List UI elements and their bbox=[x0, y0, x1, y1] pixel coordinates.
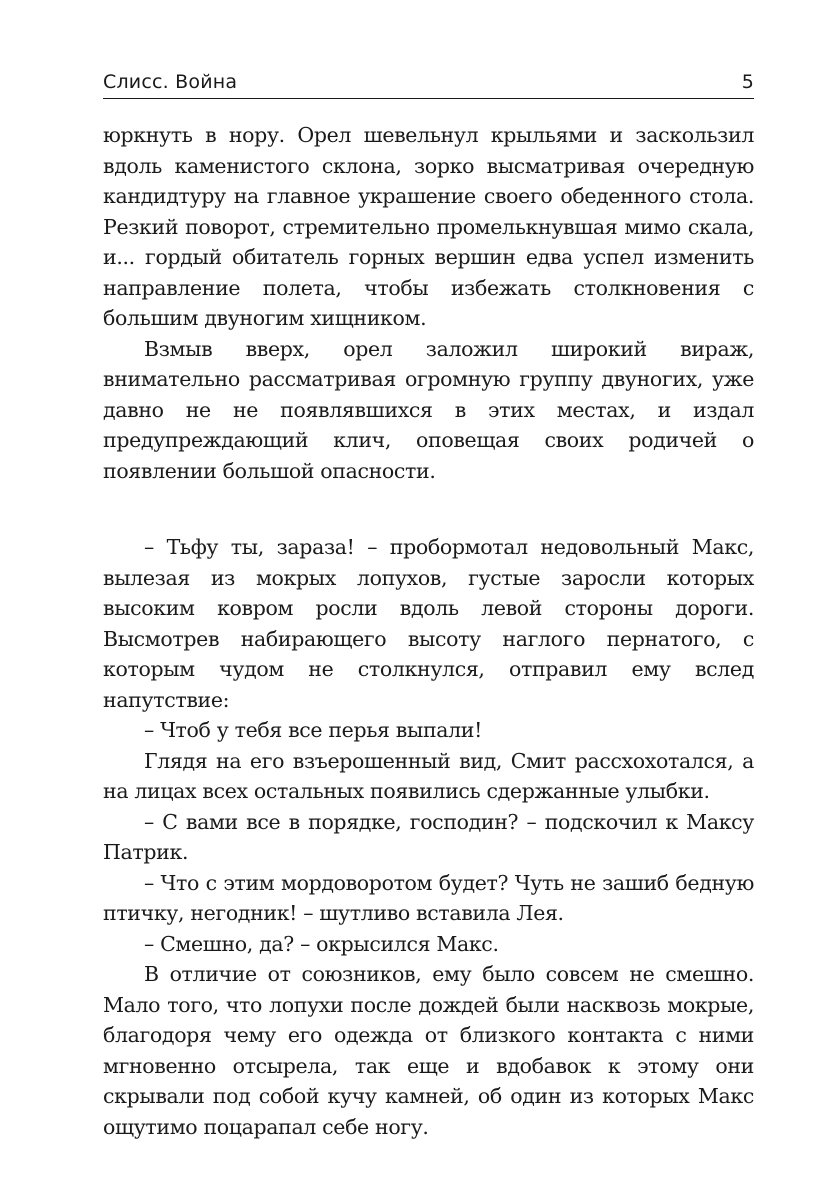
paragraph-5: Глядя на его взъерошенный вид, Смит рассхохотался, а на лицах всех остальных появились сдержанные улыбки. bbox=[103, 748, 754, 803]
paragraph-2: Взмыв вверх, орел заложил широкий вираж, внимательно рассматривая огромную группу двуногих, уже давно не не появлявшихся в этих местах, и издал предупреждающий клич, оповещая своих родичей о появлении большой опасности. bbox=[103, 336, 754, 483]
paragraph-8: – Смешно, да? – окрысился Макс. bbox=[144, 931, 499, 956]
page-number: 5 bbox=[741, 71, 754, 93]
paragraph-9: В отличие от союзников, ему было совсем не смешно. Мало того, что лопухи после дождей были насквозь мокрые, благодоря чему его одежда от близкого контакта с ними мгновенно отсырела, так еще и вдобавок к этому они скрывали под собой кучу камней, об один из которых Макс ощутимо поцарапал себе ногу. bbox=[103, 962, 754, 1139]
running-header bbox=[103, 66, 754, 99]
paragraph-7: – Что с этим мордоворотом будет? Чуть не зашиб бедную птичку, негодник! – шутливо вставила Лея. bbox=[103, 870, 754, 925]
book-title: Слисс. Война bbox=[103, 71, 238, 93]
section-break bbox=[103, 486, 754, 532]
paragraph-1: юркнуть в нору. Орел шевельнул крыльями и заскользил вдоль каменистого склона, зорко высматривая очередную кандидтуру на главное украшение своего обеденного стола. Резкий поворот, стремительно промелькнувшая мимо скала, и... гордый обитатель горных вершин едва успел изменить направление полета, чтобы избежать столкновения с большим двуногим хищником. bbox=[103, 123, 754, 330]
paragraph-6: – С вами все в порядке, господин? – подскочил к Максу Патрик. bbox=[103, 809, 754, 864]
paragraph-3: – Тьфу ты, зараза! – пробормотал недовольный Макс, вылезая из мокрых лопухов, густые заросли которых высоким ковром росли вдоль левой стороны дороги. Высмотрев набирающего высоту наглого пернатого, с которым чудом не столкнулся, отправил ему вслед напутствие: bbox=[103, 535, 754, 712]
page-body bbox=[103, 120, 754, 1142]
paragraph-4: – Чтоб у тебя все перья выпали! bbox=[144, 718, 483, 742]
